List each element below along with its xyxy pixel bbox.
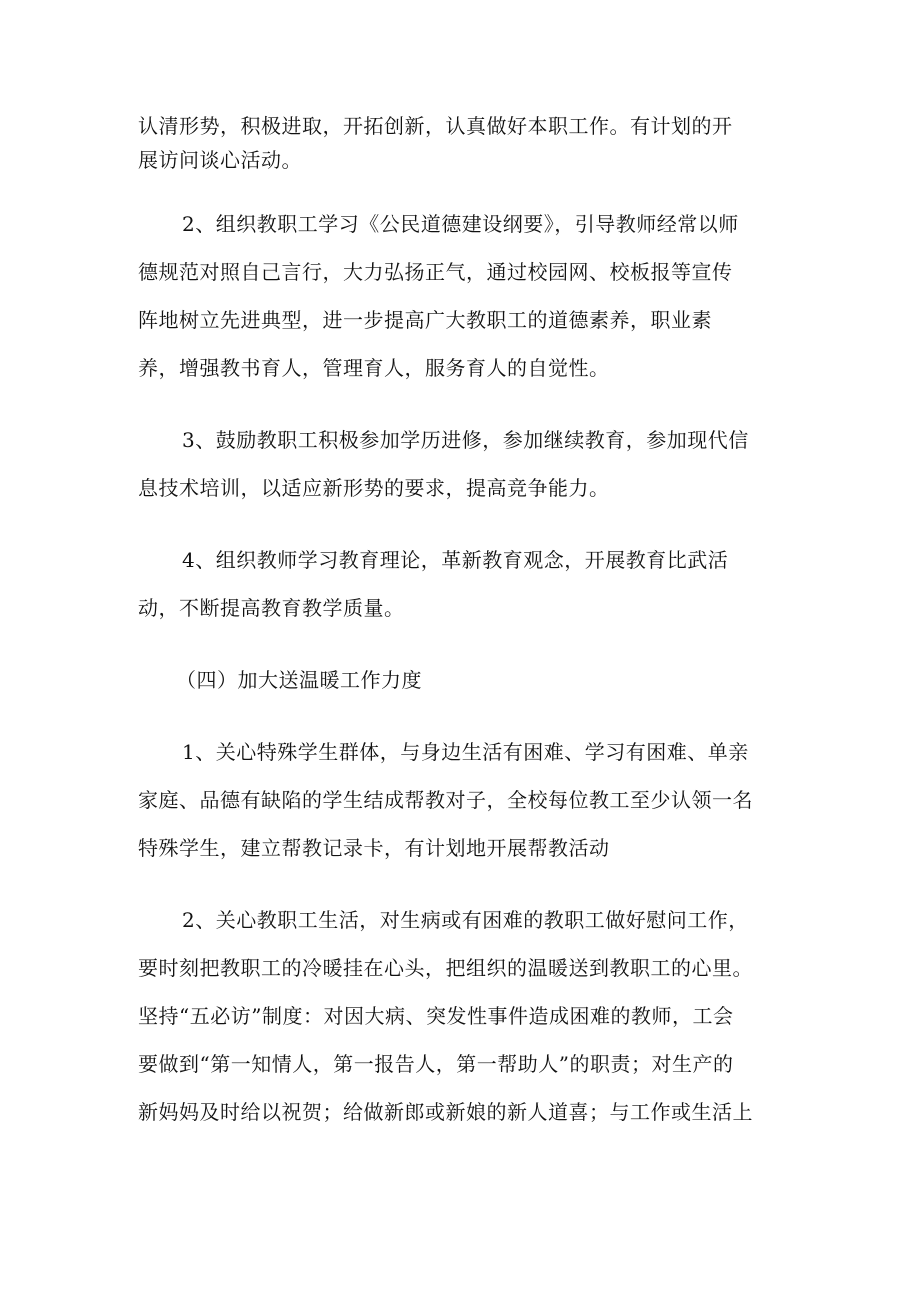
paragraph-line: 特殊学生，建立帮教记录卡，有计划地开展帮教活动 (138, 836, 610, 860)
paragraph-line: 坚持“五必访”制度：对因大病、突发性事件造成困难的教师，工会 (138, 1004, 734, 1028)
paragraph-line: 要做到“第一知情人，第一报告人，第一帮助人”的职责；对生产的 (138, 1052, 734, 1076)
paragraph-line: 展访问谈心活动。 (138, 148, 302, 172)
paragraph-line: 2、关心教职工生活，对生病或有困难的教职工做好慰问工作， (182, 908, 749, 932)
paragraph-line: 4、组织教师学习教育理论，革新教育观念，开展教育比武活 (182, 548, 729, 572)
paragraph-line: 阵地树立先进典型，进一步提高广大教职工的道德素养，职业素 (138, 308, 712, 332)
paragraph-line: 1、关心特殊学生群体，与身边生活有困难、学习有困难、单亲 (182, 740, 749, 764)
section-heading: （四）加大送温暖工作力度 (176, 668, 422, 692)
paragraph-line: 动，不断提高教育教学质量。 (138, 596, 405, 620)
paragraph-line: 新妈妈及时给以祝贺；给做新郎或新娘的新人道喜；与工作或生活上 (138, 1100, 753, 1124)
paragraph-line: 2、组织教职工学习《公民道德建设纲要》，引导教师经常以师 (182, 212, 739, 236)
paragraph-line: 3、鼓励教职工积极参加学历进修，参加继续教育，参加现代信 (182, 428, 749, 452)
paragraph-line: 认清形势，积极进取，开拓创新，认真做好本职工作。有计划的开 (138, 114, 733, 138)
paragraph-line: 要时刻把教职工的冷暖挂在心头，把组织的温暖送到教职工的心里。 (138, 956, 753, 980)
paragraph-line: 家庭、品德有缺陷的学生结成帮教对子，全校每位教工至少认领一名 (138, 788, 753, 812)
paragraph-line: 息技术培训，以适应新形势的要求，提高竞争能力。 (138, 476, 610, 500)
paragraph-line: 德规范对照自己言行，大力弘扬正气，通过校园网、校板报等宣传 (138, 260, 733, 284)
paragraph-line: 养，增强教书育人，管理育人，服务育人的自觉性。 (138, 356, 610, 380)
